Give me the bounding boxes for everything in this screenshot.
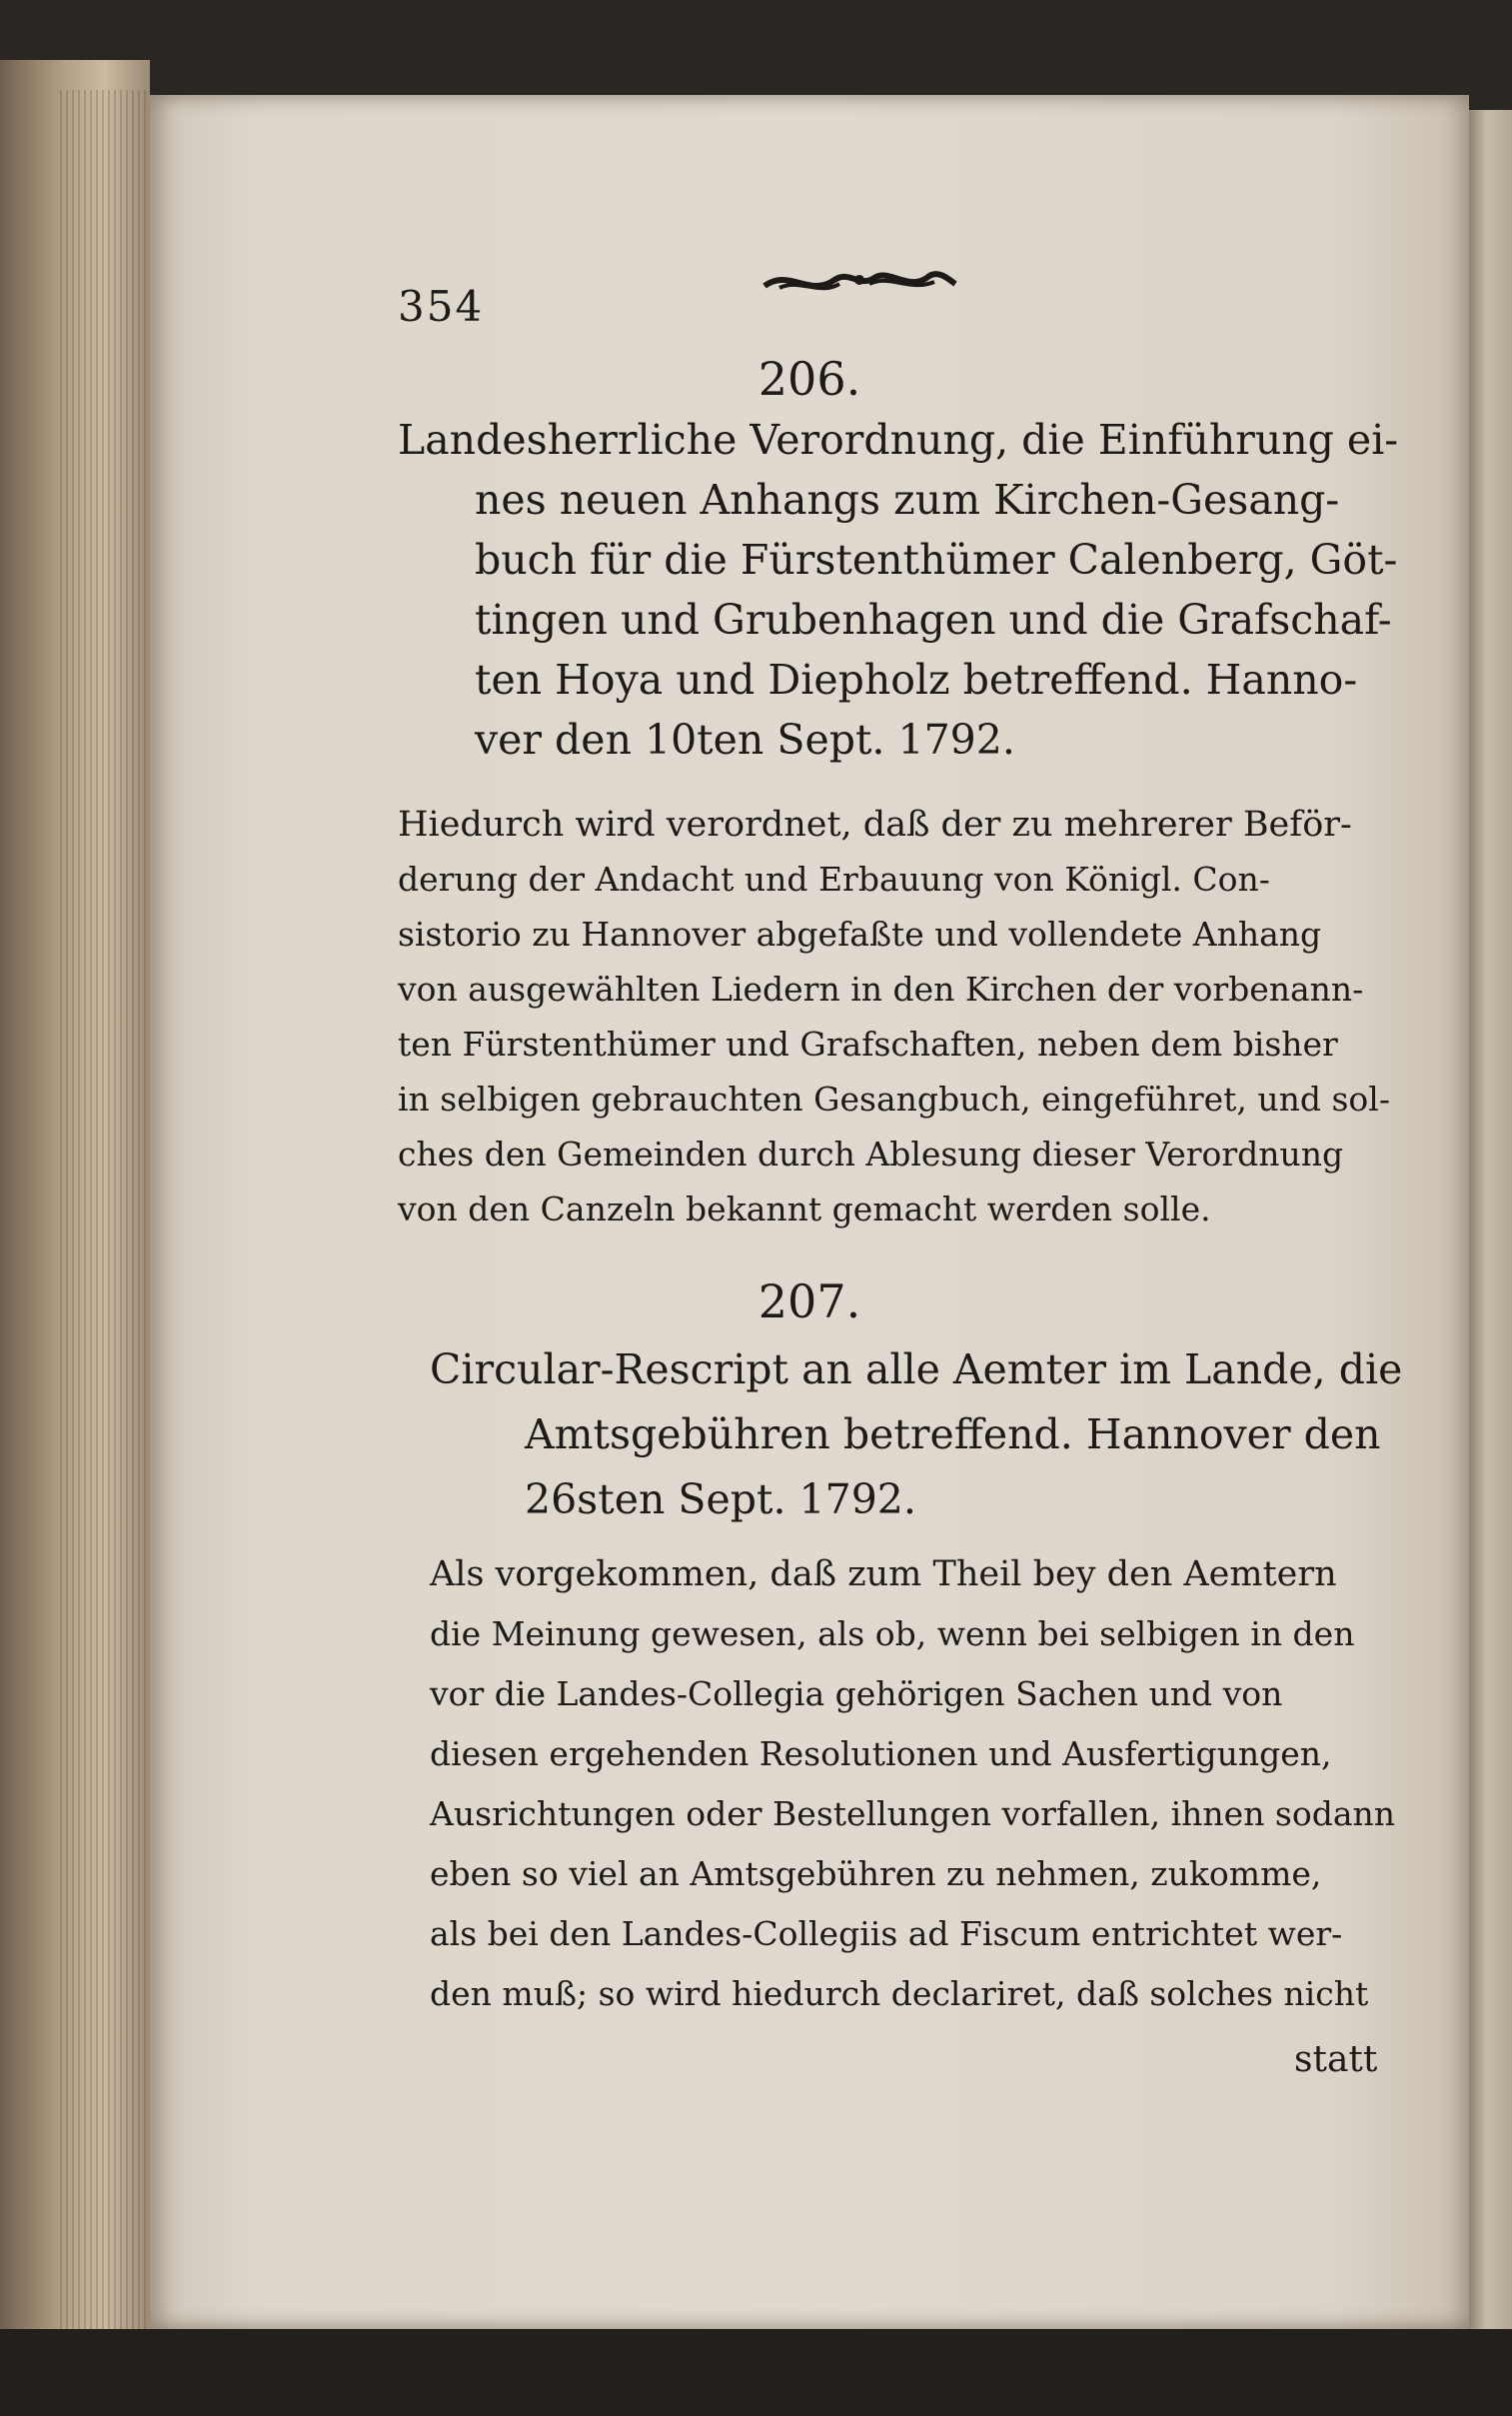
- section-207-body-line: die Meinung gewesen, als ob, wenn bei selbigen in den: [430, 1614, 1355, 1653]
- section-206-title-line: ver den 10ten Sept. 1792.: [475, 716, 1015, 764]
- section-207-title-line: Circular-Rescript an alle Aemter im Lande, die: [430, 1345, 1403, 1393]
- section-206-title-line: ten Hoya und Diepholz betreffend. Hanno-: [475, 656, 1358, 704]
- catchword: statt: [1294, 2039, 1378, 2080]
- section-206-body-line: von den Canzeln bekannt gemacht werden solle.: [398, 1190, 1211, 1228]
- section-206-body-line: Hiedurch wird verordnet, daß der zu mehrerer Beför-: [398, 805, 1352, 845]
- section-207-body-line: den muß; so wird hiedurch declariret, daß solches nicht: [430, 1974, 1369, 2013]
- section-207-title-line: 26sten Sept. 1792.: [525, 1475, 916, 1523]
- section-206-title-line: buch für die Fürstenthümer Calenberg, Göt-: [475, 536, 1398, 584]
- section-207-number: 207.: [757, 1274, 861, 1328]
- page-edges-texture: [60, 90, 150, 2329]
- section-206-body-line: in selbigen gebrauchten Gesangbuch, eingeführet, und sol-: [398, 1080, 1390, 1119]
- section-206-body-line: sistorio zu Hannover abgefaßte und vollendete Anhang: [398, 915, 1322, 954]
- section-206-title-line: nes neuen Anhangs zum Kirchen-Gesang-: [475, 476, 1340, 524]
- page-number: 354: [398, 282, 485, 331]
- section-207-body-line: vor die Landes-Collegia gehörigen Sachen und von: [430, 1674, 1283, 1713]
- section-207-body-line: Ausrichtungen oder Bestellungen vorfallen, ihnen sodann: [430, 1794, 1396, 1833]
- ornament-icon: [759, 258, 959, 308]
- section-207-title-line: Amtsgebühren betreffend. Hannover den: [525, 1410, 1381, 1458]
- section-206-title-line: Landesherrliche Verordnung, die Einführung ei-: [398, 416, 1399, 464]
- section-206-body-line: derung der Andacht und Erbauung von Königl. Con-: [398, 860, 1270, 899]
- book-page: [150, 95, 1469, 2329]
- page-stack-right: [1469, 110, 1512, 2349]
- section-206-body-line: von ausgewählten Liedern in den Kirchen der vorbenann-: [398, 970, 1364, 1009]
- section-207-body-line: Als vorgekommen, daß zum Theil bey den Aemtern: [430, 1554, 1337, 1594]
- section-207-body-line: eben so viel an Amtsgebühren zu nehmen, zukomme,: [430, 1854, 1322, 1893]
- section-207-body-line: diesen ergehenden Resolutionen und Ausfertigungen,: [430, 1734, 1332, 1773]
- section-206-title-line: tingen und Grubenhagen und die Grafschaf-: [475, 596, 1392, 644]
- bottom-shadow: [0, 2329, 1512, 2416]
- section-206-body-line: ches den Gemeinden durch Ablesung dieser Verordnung: [398, 1135, 1344, 1174]
- section-206-number: 206.: [757, 352, 861, 406]
- section-207-body-line: als bei den Landes-Collegiis ad Fiscum entrichtet wer-: [430, 1914, 1343, 1953]
- section-206-body-line: ten Fürstenthümer und Grafschaften, neben dem bisher: [398, 1025, 1338, 1064]
